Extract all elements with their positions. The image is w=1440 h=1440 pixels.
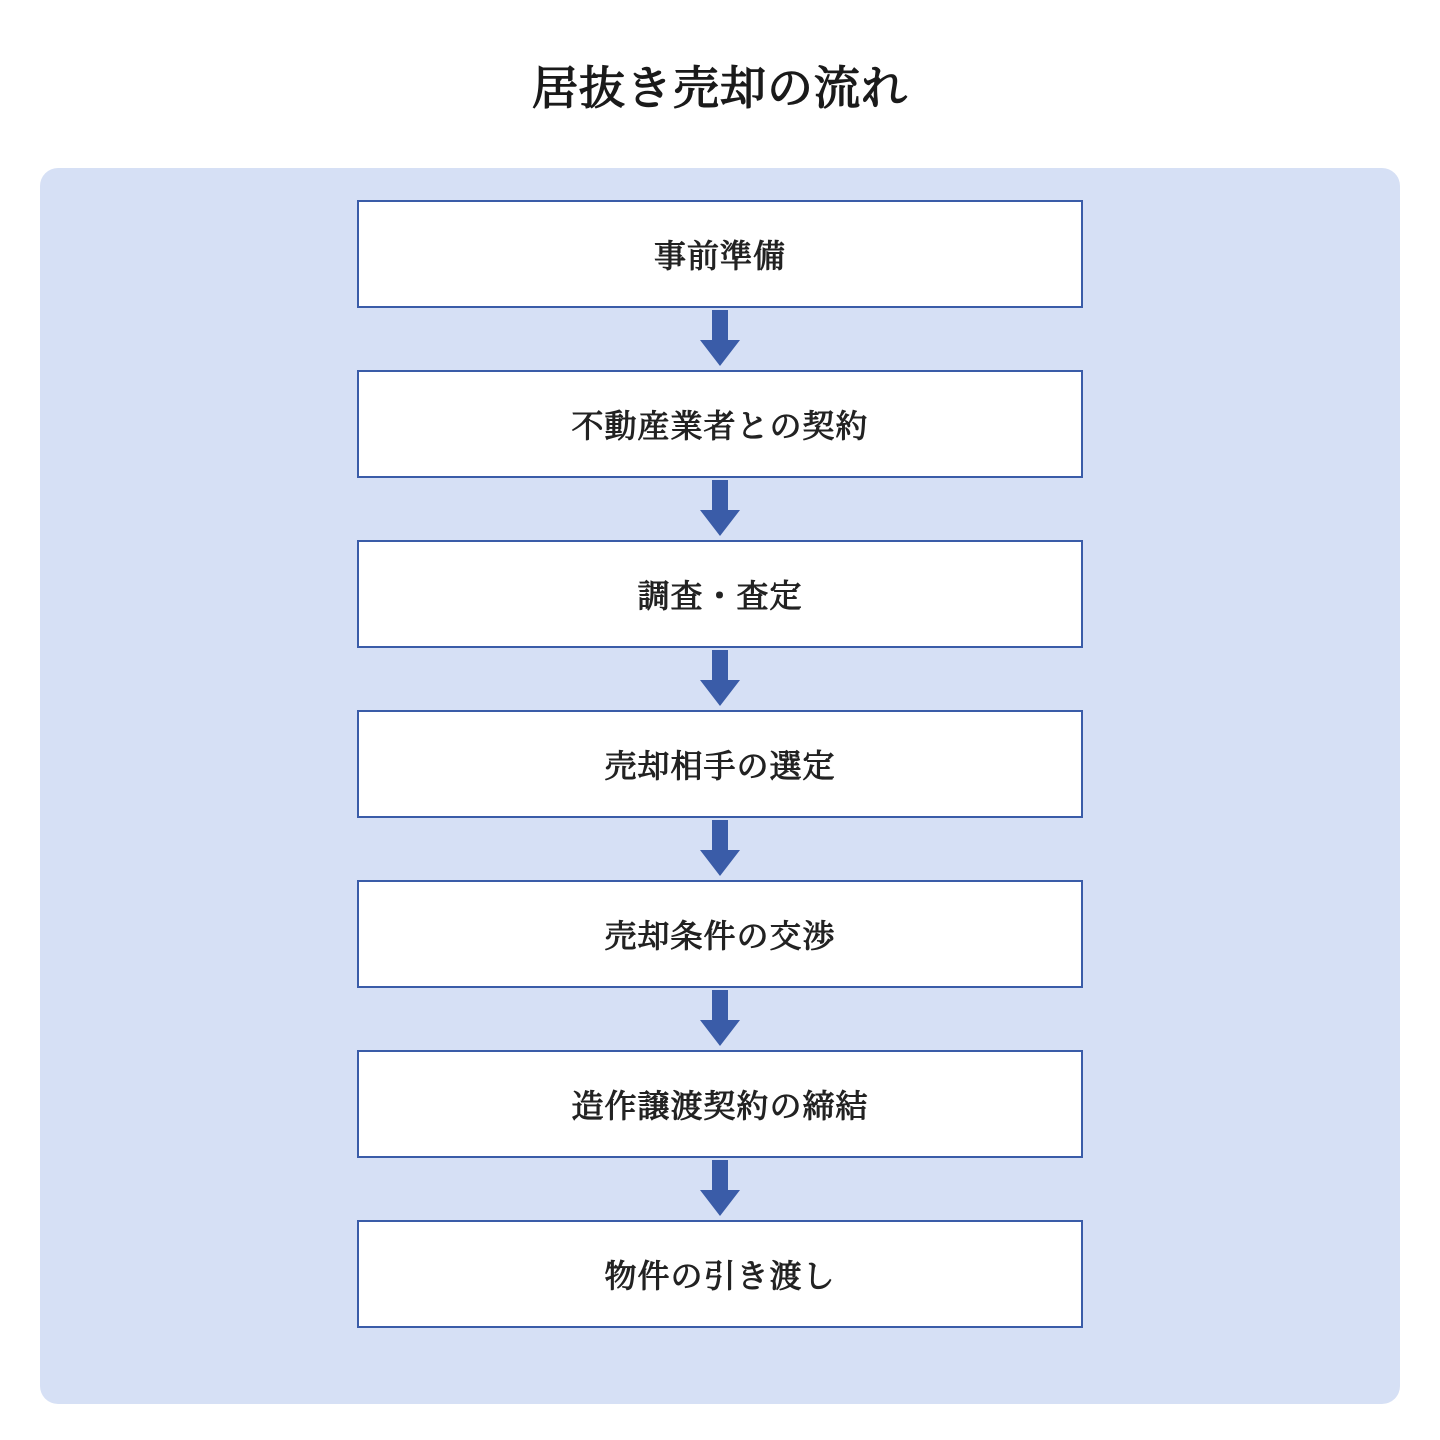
flow-node-label: 物件の引き渡し — [604, 1258, 836, 1294]
flow-node — [357, 200, 1083, 308]
flow-node-label: 売却相手の選定 — [604, 748, 836, 784]
flow-node-label: 不動産業者との契約 — [571, 408, 869, 444]
flow-node — [357, 1050, 1083, 1158]
flow-step-list — [357, 200, 1083, 1328]
arrow-down-icon — [697, 648, 743, 710]
flow-node-label: 事前準備 — [653, 238, 786, 274]
flow-node — [357, 710, 1083, 818]
flow-node-label: 売却条件の交渉 — [604, 918, 836, 954]
flow-node-label: 造作譲渡契約の締結 — [571, 1088, 869, 1124]
flow-node — [357, 540, 1083, 648]
flowchart-panel — [40, 168, 1400, 1404]
flow-node — [357, 880, 1083, 988]
arrow-down-icon — [697, 1158, 743, 1220]
arrow-down-icon — [697, 818, 743, 880]
flow-node-label: 調査・査定 — [637, 578, 803, 614]
page-title: 居抜き売却の流れ — [532, 62, 908, 114]
flow-node — [357, 1220, 1083, 1328]
arrow-down-icon — [697, 478, 743, 540]
arrow-down-icon — [697, 308, 743, 370]
arrow-down-icon — [697, 988, 743, 1050]
flow-node — [357, 370, 1083, 478]
